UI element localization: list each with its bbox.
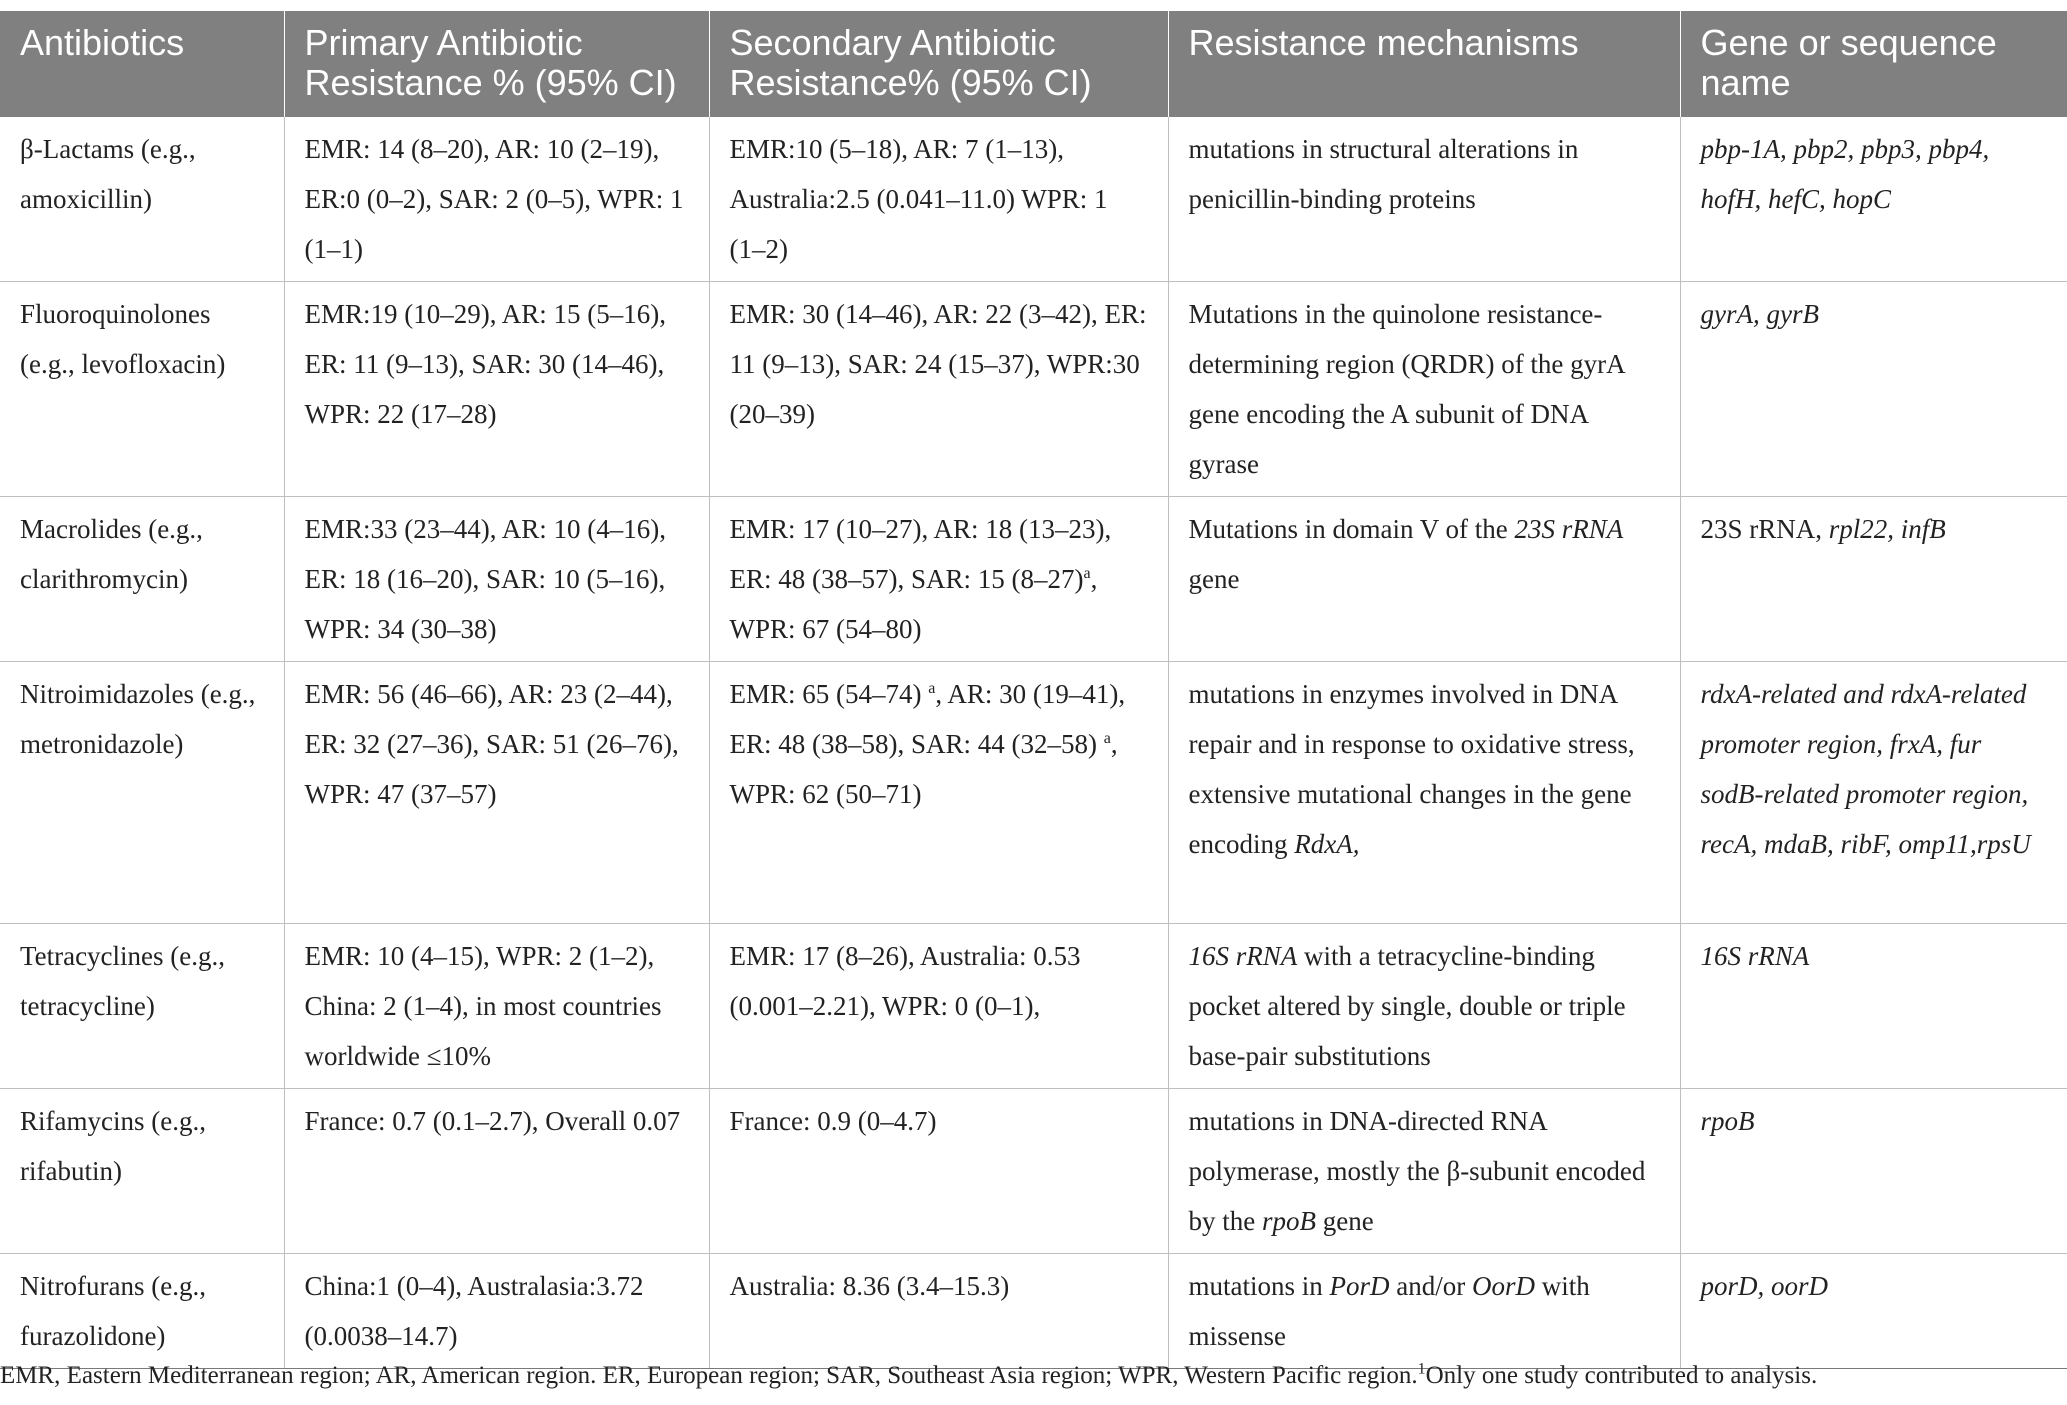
mechanism-text-post: with a tetracycline-binding pocket altered by single, double or triple base-pair substitutions: [1188, 941, 1626, 1071]
mechanism-text-post: gene: [1188, 564, 1240, 594]
cell-primary-resistance: EMR: 10 (4–15), WPR: 2 (1–2), China: 2 (1–4), in most countries worldwide ≤10%: [284, 924, 709, 1089]
cell-gene-name: porD, oorD: [1680, 1254, 2067, 1369]
header-gene-name: Gene or sequence name: [1680, 11, 2067, 117]
mechanism-text-mid: and/or: [1389, 1271, 1472, 1301]
header-antibiotics: Antibiotics: [0, 11, 284, 117]
table-header: [0, 11, 2067, 117]
cell-secondary-resistance: EMR: 17 (8–26), Australia: 0.53 (0.001–2.21), WPR: 0 (0–1),: [709, 924, 1168, 1089]
mechanism-gene-italic: OorD: [1471, 1271, 1535, 1301]
table-row: [0, 282, 2067, 497]
footnote-text-post: Only one study contributed to analysis.: [1425, 1362, 1818, 1389]
table-body: [0, 117, 2067, 1369]
cell-resistance-mechanism: [1168, 1089, 1680, 1254]
mechanism-text-post: with missense: [1188, 1271, 1590, 1351]
cell-antibiotic: Fluoroquinolones (e.g., levofloxacin): [0, 282, 284, 497]
cell-resistance-mechanism: [1168, 662, 1680, 924]
header-resistance-mechanisms: Resistance mechanisms: [1168, 11, 1680, 117]
cell-gene-name: pbp-1A, pbp2, pbp3, pbp4, hofH, hefC, hopC: [1680, 117, 2067, 282]
cell-primary-resistance: China:1 (0–4), Australasia:3.72 (0.0038–14.7): [284, 1254, 709, 1369]
cell-secondary-resistance: Australia: 8.36 (3.4–15.3): [709, 1254, 1168, 1369]
table-row: [0, 117, 2067, 282]
table-row: [0, 497, 2067, 662]
cell-resistance-mechanism: [1168, 497, 1680, 662]
secondary-text-post: , WPR: 62 (50–71): [729, 729, 1118, 809]
antibiotic-resistance-table: [0, 11, 2067, 1369]
secondary-text-pre: EMR: 65 (54–74): [729, 679, 929, 709]
superscript-note: a: [1103, 730, 1111, 747]
cell-gene-name: rpoB: [1680, 1089, 2067, 1254]
mechanism-gene-italic: PorD: [1329, 1271, 1390, 1301]
cell-primary-resistance: EMR: 56 (46–66), AR: 23 (2–44), ER: 32 (27–36), SAR: 51 (26–76), WPR: 47 (37–57): [284, 662, 709, 924]
mechanism-text-post: gene: [1316, 1206, 1374, 1236]
cell-resistance-mechanism: [1168, 1254, 1680, 1369]
superscript-note: a: [1083, 565, 1091, 582]
mechanism-text-pre: mutations in DNA-directed RNA polymerase, mostly the β-subunit encoded by the: [1188, 1106, 1646, 1236]
cell-secondary-resistance: [709, 662, 1168, 924]
header-primary-resistance: Primary Antibiotic Resistance % (95% CI): [284, 11, 709, 117]
gene-italic: rpl22, infB: [1828, 514, 1946, 544]
cell-resistance-mechanism: mutations in structural alterations in penicillin-binding proteins: [1168, 117, 1680, 282]
mechanism-gene-italic: RdxA,: [1294, 829, 1360, 859]
mechanism-gene-italic: rpoB: [1262, 1206, 1316, 1236]
mechanism-text-pre: Mutations in domain V of the: [1188, 514, 1515, 544]
footnote-superscript: 1: [1417, 1360, 1426, 1378]
cell-gene-name: [1680, 497, 2067, 662]
footnote-text: EMR, Eastern Mediterranean region; AR, American region. ER, European region; SAR, Southeast Asia region; WPR, Western Pacific region.: [0, 1362, 1418, 1389]
cell-resistance-mechanism: [1168, 924, 1680, 1089]
cell-secondary-resistance: EMR:10 (5–18), AR: 7 (1–13), Australia:2.5 (0.041–11.0) WPR: 1 (1–2): [709, 117, 1168, 282]
cell-primary-resistance: EMR:19 (10–29), AR: 15 (5–16), ER: 11 (9–13), SAR: 30 (14–46), WPR: 22 (17–28): [284, 282, 709, 497]
cell-antibiotic: Rifamycins (e.g., rifabutin): [0, 1089, 284, 1254]
cell-resistance-mechanism: Mutations in the quinolone resistance-determining region (QRDR) of the gyrA gene encoding the A subunit of DNA gyrase: [1168, 282, 1680, 497]
gene-plain: 23S rRNA,: [1700, 514, 1829, 544]
secondary-text-post: , WPR: 67 (54–80): [729, 564, 1098, 644]
cell-secondary-resistance: [709, 497, 1168, 662]
mechanism-gene-italic: 23S rRNA: [1514, 514, 1624, 544]
cell-antibiotic: Nitrofurans (e.g., furazolidone): [0, 1254, 284, 1369]
cell-gene-name: rdxA-related and rdxA-related promoter region, frxA, fur sodB-related promoter region, recA, mdaB, ribF, omp11,rpsU: [1680, 662, 2067, 924]
cell-primary-resistance: EMR: 14 (8–20), AR: 10 (2–19), ER:0 (0–2), SAR: 2 (0–5), WPR: 1 (1–1): [284, 117, 709, 282]
header-row: [0, 11, 2067, 117]
secondary-text-pre: EMR: 17 (10–27), AR: 18 (13–23), ER: 48 (38–57), SAR: 15 (8–27): [729, 514, 1112, 594]
table-row: [0, 1254, 2067, 1369]
cell-antibiotic: Nitroimidazoles (e.g., metronidazole): [0, 662, 284, 924]
table-row: [0, 662, 2067, 924]
cell-gene-name: 16S rRNA: [1680, 924, 2067, 1089]
mechanism-text-pre: mutations in: [1188, 1271, 1330, 1301]
mechanism-gene-italic: 16S rRNA: [1188, 941, 1298, 971]
cell-gene-name: gyrA, gyrB: [1680, 282, 2067, 497]
table-row: [0, 1089, 2067, 1254]
cell-antibiotic: β-Lactams (e.g., amoxicillin): [0, 117, 284, 282]
cell-primary-resistance: France: 0.7 (0.1–2.7), Overall 0.07: [284, 1089, 709, 1254]
cell-primary-resistance: EMR:33 (23–44), AR: 10 (4–16), ER: 18 (16–20), SAR: 10 (5–16), WPR: 34 (30–38): [284, 497, 709, 662]
superscript-note: a: [928, 680, 936, 697]
cell-secondary-resistance: France: 0.9 (0–4.7): [709, 1089, 1168, 1254]
cell-antibiotic: Macrolides (e.g., clarithromycin): [0, 497, 284, 662]
table-footnote: [0, 1360, 2067, 1392]
mechanism-text-pre: mutations in enzymes involved in DNA repair and in response to oxidative stress, extensive mutational changes in the gene encoding: [1188, 679, 1635, 859]
table-row: [0, 924, 2067, 1089]
cell-secondary-resistance: EMR: 30 (14–46), AR: 22 (3–42), ER: 11 (9–13), SAR: 24 (15–37), WPR:30 (20–39): [709, 282, 1168, 497]
cell-antibiotic: Tetracyclines (e.g., tetracycline): [0, 924, 284, 1089]
resistance-table-container: [0, 11, 2067, 1369]
secondary-text-mid: , AR: 30 (19–41), ER: 48 (38–58), SAR: 44 (32–58): [729, 679, 1126, 759]
header-secondary-resistance: Secondary Antibiotic Resistance% (95% CI): [709, 11, 1168, 117]
